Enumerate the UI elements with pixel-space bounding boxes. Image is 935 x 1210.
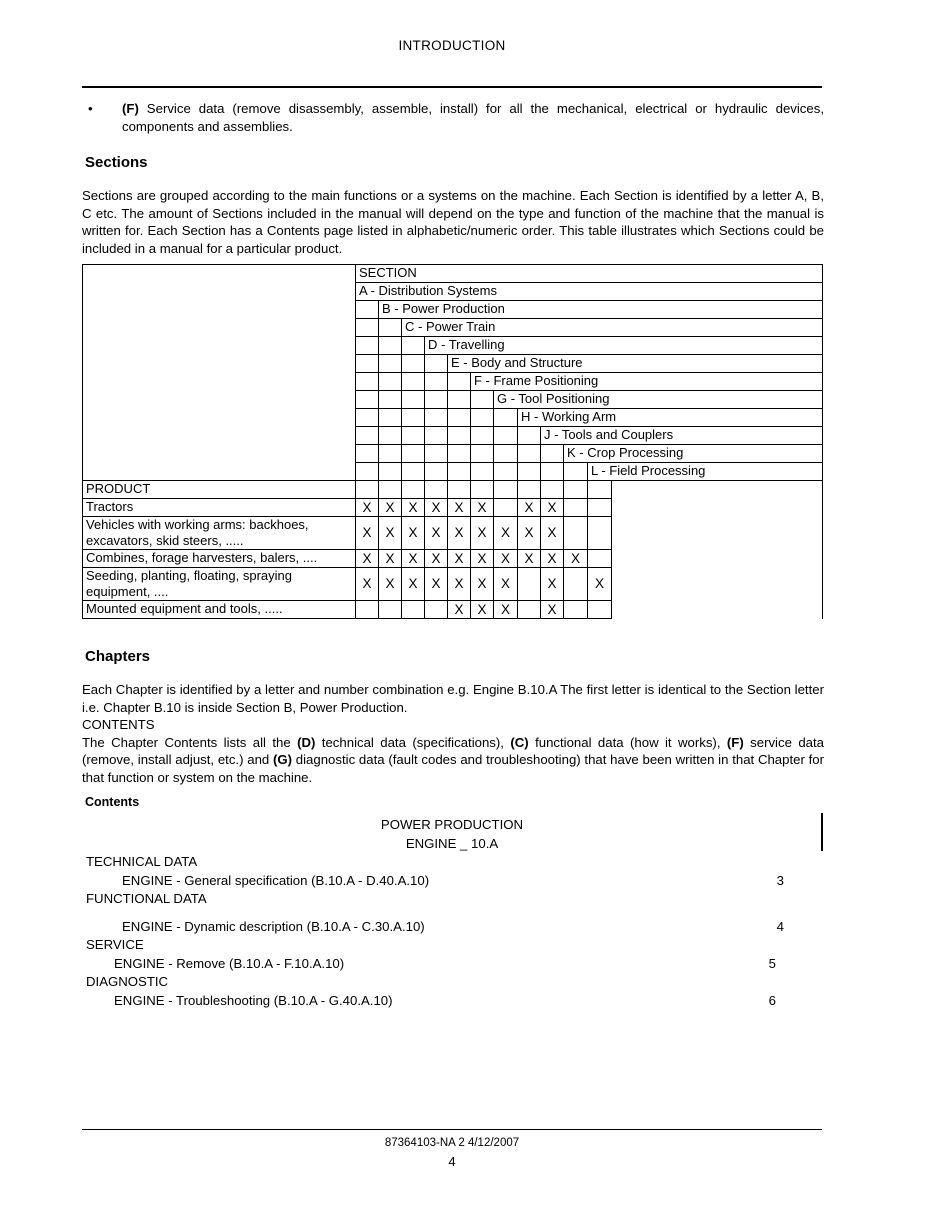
- chapters-bold-c: (C): [510, 734, 529, 750]
- chapters-para-line1: Each Chapter is identified by a letter and number combination e.g. Engine B.10.A The first letter is identical to the Section letter i.e. Chapter B.10 is inside Section B, Power Production.: [82, 682, 824, 715]
- mark-cell-d: [425, 601, 448, 619]
- chapters-bold-g: (G): [273, 752, 293, 768]
- mark-cell-k: [564, 568, 588, 601]
- table-row: [83, 517, 823, 550]
- mark-cell-h: [518, 601, 541, 619]
- mark-cell-g: [494, 499, 518, 517]
- matrix-col-c: [402, 481, 425, 499]
- matrix-body: [83, 265, 823, 619]
- matrix-spacer-cell: [425, 373, 448, 391]
- matrix-col-a: [356, 481, 379, 499]
- matrix-spacer-cell: [402, 373, 425, 391]
- toc-group-service: SERVICE: [86, 937, 144, 952]
- toc-entry-label: ENGINE - Dynamic description (B.10.A - C.30.A.10): [122, 918, 425, 934]
- chapters-text-d: service data (remove, install adjust, etc.) and: [82, 734, 824, 768]
- matrix-col-g: [494, 481, 518, 499]
- matrix-spacer-cell: [425, 391, 448, 409]
- mark-cell-f: X: [471, 517, 494, 550]
- header-divider-rule: [82, 86, 822, 88]
- matrix-section-e: E - Body and Structure: [448, 355, 823, 373]
- matrix-right-pane: [612, 499, 823, 517]
- mark-cell-f: X: [471, 601, 494, 619]
- list-item: [82, 100, 824, 135]
- product-label: Seeding, planting, floating, spraying equipment, ....: [83, 568, 356, 601]
- matrix-spacer-cell: [518, 445, 541, 463]
- toc-spacer: [82, 909, 822, 918]
- mark-cell-e: X: [448, 550, 471, 568]
- matrix-spacer-cell: [494, 463, 518, 481]
- mark-cell-h: X: [518, 517, 541, 550]
- mark-cell-j: X: [541, 568, 564, 601]
- toc-entry[interactable]: [82, 872, 862, 891]
- mark-cell-g: X: [494, 601, 518, 619]
- matrix-section-l: L - Field Processing: [588, 463, 823, 481]
- chapters-text-b: technical data (specifications),: [315, 734, 511, 750]
- matrix-col-f: [471, 481, 494, 499]
- matrix-col-k: [564, 481, 588, 499]
- matrix-spacer-cell: [402, 391, 425, 409]
- mark-cell-j: X: [541, 499, 564, 517]
- mark-cell-c: [402, 601, 425, 619]
- toc-title-power-production: POWER PRODUCTION: [380, 817, 524, 832]
- mark-cell-e: X: [448, 499, 471, 517]
- chapters-paragraph: [82, 681, 824, 787]
- mark-cell-l: [588, 601, 612, 619]
- matrix-spacer-cell: [402, 427, 425, 445]
- mark-cell-l: [588, 517, 612, 550]
- chapters-text-a: The Chapter Contents lists all the: [82, 734, 298, 750]
- mark-cell-l: [588, 499, 612, 517]
- product-label: Combines, forage harvesters, balers, ....: [83, 550, 356, 568]
- matrix-col-e: [448, 481, 471, 499]
- bullet-text: Service data (remove disassembly, assemble, install) for all the mechanical, electrical or hydraulic devices, components and assemblies.: [122, 101, 824, 134]
- matrix-spacer-cell: [425, 355, 448, 373]
- chapters-text-e: diagnostic data (fault codes and troubleshooting) that have been written in that Chapter for that function or system on the machine.: [82, 752, 824, 785]
- mark-cell-c: X: [402, 517, 425, 550]
- mark-cell-f: X: [471, 550, 494, 568]
- mark-cell-d: X: [425, 499, 448, 517]
- matrix-spacer-cell: [425, 427, 448, 445]
- matrix-top-left-blank: [83, 265, 356, 481]
- toc-entry[interactable]: [82, 992, 854, 1011]
- sections-heading: Sections: [85, 154, 148, 171]
- matrix-spacer-cell: [448, 445, 471, 463]
- matrix-spacer-cell: [494, 427, 518, 445]
- mark-cell-j: X: [541, 517, 564, 550]
- matrix-col-d: [425, 481, 448, 499]
- matrix-section-g: G - Tool Positioning: [494, 391, 823, 409]
- matrix-spacer-cell: [402, 409, 425, 427]
- toc-group-functional-data: FUNCTIONAL DATA: [86, 891, 207, 906]
- product-label: Vehicles with working arms: backhoes, excavators, skid steers, .....: [83, 517, 356, 550]
- matrix-section-f: F - Frame Positioning: [471, 373, 823, 391]
- matrix-spacer-cell: [379, 355, 402, 373]
- matrix-spacer-cell: [564, 463, 588, 481]
- mark-cell-l: X: [588, 568, 612, 601]
- chapters-contents-label: CONTENTS: [82, 717, 155, 733]
- matrix-spacer-cell: [356, 301, 379, 319]
- toc-entry[interactable]: [82, 955, 854, 974]
- mark-cell-b: X: [379, 550, 402, 568]
- matrix-spacer-cell: [494, 445, 518, 463]
- matrix-spacer-cell: [448, 391, 471, 409]
- table-of-contents: [82, 816, 822, 1010]
- mark-cell-a: X: [356, 517, 379, 550]
- page-header-title: INTRODUCTION: [398, 38, 506, 53]
- toc-entry-page: 5: [768, 955, 776, 971]
- mark-cell-j: X: [541, 550, 564, 568]
- matrix-section-k: K - Crop Processing: [564, 445, 823, 463]
- matrix-section-j: J - Tools and Couplers: [541, 427, 823, 445]
- matrix-section-header: SECTION: [356, 265, 823, 283]
- matrix-spacer-cell: [356, 355, 379, 373]
- contents-heading: Contents: [85, 795, 140, 809]
- matrix-spacer-cell: [471, 427, 494, 445]
- matrix-spacer-cell: [379, 391, 402, 409]
- matrix-spacer-cell: [356, 373, 379, 391]
- chapters-text-c: functional data (how it works),: [528, 734, 727, 750]
- matrix-spacer-cell: [379, 319, 402, 337]
- matrix-col-j: [541, 481, 564, 499]
- mark-cell-b: X: [379, 499, 402, 517]
- matrix-spacer-cell: [541, 463, 564, 481]
- matrix-spacer-cell: [448, 463, 471, 481]
- toc-entry-page: 6: [768, 992, 776, 1008]
- mark-cell-c: X: [402, 568, 425, 601]
- toc-group-technical-data: TECHNICAL DATA: [86, 854, 198, 869]
- matrix-spacer-cell: [379, 427, 402, 445]
- mark-cell-k: X: [564, 550, 588, 568]
- mark-cell-h: X: [518, 550, 541, 568]
- table-row: [83, 550, 823, 568]
- matrix-right-pane: [612, 481, 823, 499]
- matrix-spacer-cell: [518, 463, 541, 481]
- matrix-col-h: [518, 481, 541, 499]
- matrix-spacer-cell: [356, 445, 379, 463]
- mark-cell-g: X: [494, 550, 518, 568]
- mark-cell-h: X: [518, 499, 541, 517]
- mark-cell-c: X: [402, 550, 425, 568]
- mark-cell-k: [564, 499, 588, 517]
- bullet-point-icon: •: [88, 101, 93, 116]
- mark-cell-d: X: [425, 550, 448, 568]
- toc-entry-page: 3: [776, 872, 784, 888]
- matrix-spacer-cell: [379, 445, 402, 463]
- matrix-spacer-cell: [471, 409, 494, 427]
- matrix-spacer-cell: [402, 355, 425, 373]
- footer-divider-rule: [82, 1129, 822, 1130]
- mark-cell-l: [588, 550, 612, 568]
- mark-cell-a: X: [356, 550, 379, 568]
- matrix-spacer-cell: [356, 337, 379, 355]
- mark-cell-k: [564, 517, 588, 550]
- chapters-bold-f: (F): [726, 734, 744, 750]
- mark-cell-a: X: [356, 568, 379, 601]
- mark-cell-b: X: [379, 517, 402, 550]
- toc-entry[interactable]: [82, 918, 862, 937]
- toc-group-diagnostic: DIAGNOSTIC: [86, 974, 169, 989]
- matrix-col-b: [379, 481, 402, 499]
- bullet-list: [82, 100, 824, 135]
- matrix-spacer-cell: [356, 391, 379, 409]
- mark-cell-e: X: [448, 568, 471, 601]
- matrix-section-b: B - Power Production: [379, 301, 823, 319]
- matrix-spacer-cell: [402, 337, 425, 355]
- mark-cell-b: X: [379, 568, 402, 601]
- mark-cell-k: [564, 601, 588, 619]
- mark-cell-f: X: [471, 568, 494, 601]
- matrix-spacer-cell: [356, 319, 379, 337]
- bullet-bold-prefix: (F): [122, 101, 139, 116]
- mark-cell-c: X: [402, 499, 425, 517]
- matrix-spacer-cell: [518, 427, 541, 445]
- table-row: [83, 265, 823, 283]
- table-row: [83, 499, 823, 517]
- mark-cell-g: X: [494, 517, 518, 550]
- mark-cell-j: X: [541, 601, 564, 619]
- matrix-spacer-cell: [425, 463, 448, 481]
- mark-cell-f: X: [471, 499, 494, 517]
- matrix-spacer-cell: [448, 373, 471, 391]
- matrix-spacer-cell: [356, 409, 379, 427]
- matrix-right-pane: [612, 601, 823, 619]
- matrix-spacer-cell: [471, 463, 494, 481]
- table-row: [83, 481, 823, 499]
- mark-cell-h: [518, 568, 541, 601]
- product-label: Tractors: [83, 499, 356, 517]
- matrix-spacer-cell: [379, 463, 402, 481]
- matrix-spacer-cell: [402, 445, 425, 463]
- matrix-spacer-cell: [541, 445, 564, 463]
- matrix-section-d: D - Travelling: [425, 337, 823, 355]
- matrix-spacer-cell: [425, 409, 448, 427]
- mark-cell-e: X: [448, 601, 471, 619]
- mark-cell-a: X: [356, 499, 379, 517]
- toc-entry-page: 4: [776, 918, 784, 934]
- chapters-heading: Chapters: [85, 648, 151, 665]
- matrix-right-pane: [612, 568, 823, 601]
- matrix-right-pane: [612, 550, 823, 568]
- matrix-product-header: PRODUCT: [83, 481, 356, 499]
- matrix-spacer-cell: [471, 391, 494, 409]
- matrix-right-pane: [612, 517, 823, 550]
- mark-cell-g: X: [494, 568, 518, 601]
- matrix-spacer-cell: [448, 427, 471, 445]
- toc-entry-label: ENGINE - Troubleshooting (B.10.A - G.40.A.10): [114, 992, 393, 1008]
- footer-document-reference: 87364103-NA 2 4/12/2007: [384, 1137, 520, 1149]
- mark-cell-b: [379, 601, 402, 619]
- matrix-spacer-cell: [402, 463, 425, 481]
- sections-paragraph: Sections are grouped according to the main functions or a systems on the machine. Each Section is identified by a letter A, B, C etc. The amount of Sections included in the manual will depend on the type and function of the machine that the manual is written for. Each Section has a Contents page listed in alphabetic/numeric order. This table illustrates which Sections could be included in a manual for a particular product.: [82, 188, 824, 256]
- mark-cell-a: [356, 601, 379, 619]
- matrix-section-a: A - Distribution Systems: [356, 283, 823, 301]
- matrix-section-h: H - Working Arm: [518, 409, 823, 427]
- matrix-spacer-cell: [471, 445, 494, 463]
- product-label: Mounted equipment and tools, .....: [83, 601, 356, 619]
- mark-cell-e: X: [448, 517, 471, 550]
- matrix-spacer-cell: [448, 409, 471, 427]
- chapters-bold-d: (D): [297, 734, 316, 750]
- matrix-spacer-cell: [379, 409, 402, 427]
- section-product-matrix-table: [82, 264, 823, 619]
- footer-page-number: 4: [448, 1154, 456, 1169]
- toc-entry-label: ENGINE - General specification (B.10.A - D.40.A.10): [122, 872, 430, 888]
- matrix-col-l: [588, 481, 612, 499]
- matrix-section-c: C - Power Train: [402, 319, 823, 337]
- table-row: [83, 568, 823, 601]
- table-row: [83, 601, 823, 619]
- matrix-spacer-cell: [425, 445, 448, 463]
- mark-cell-d: X: [425, 568, 448, 601]
- matrix-spacer-cell: [356, 427, 379, 445]
- mark-cell-d: X: [425, 517, 448, 550]
- toc-title-engine: ENGINE _ 10.A: [405, 835, 499, 851]
- matrix-spacer-cell: [379, 337, 402, 355]
- matrix-spacer-cell: [356, 463, 379, 481]
- chapters-para-line3: [82, 734, 824, 787]
- matrix-spacer-cell: [494, 409, 518, 427]
- toc-entry-label: ENGINE - Remove (B.10.A - F.10.A.10): [114, 955, 345, 971]
- matrix-spacer-cell: [379, 373, 402, 391]
